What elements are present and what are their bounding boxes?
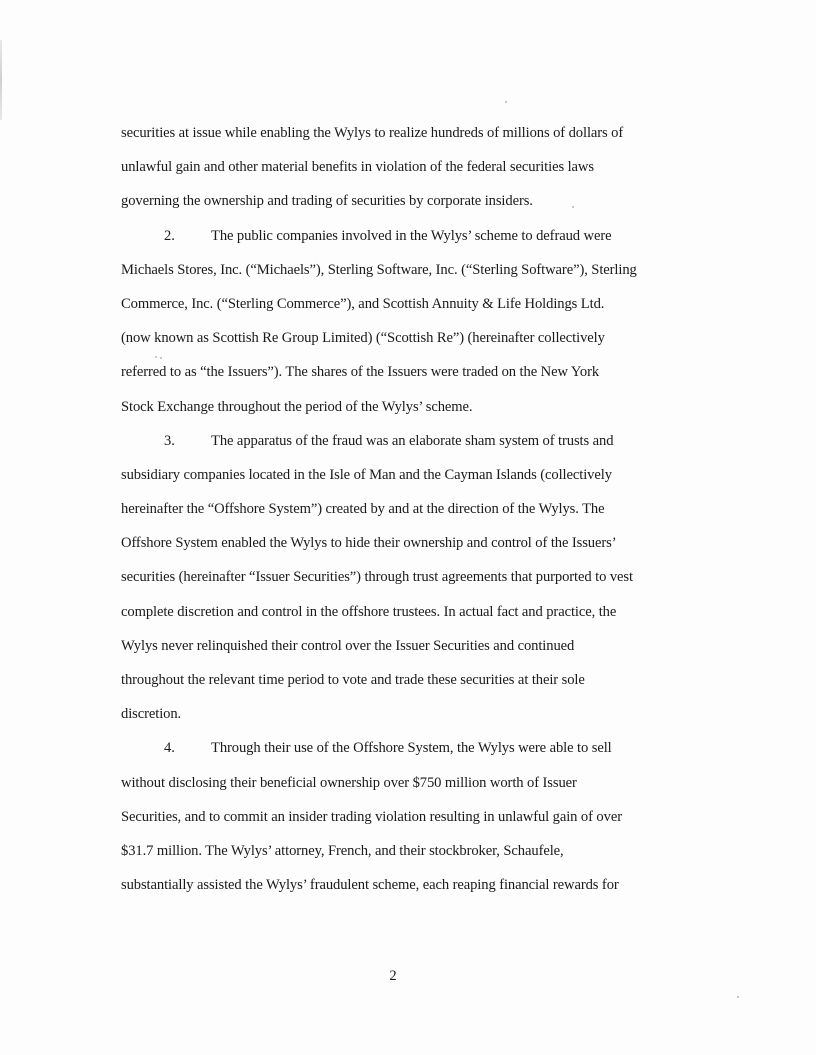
paragraph-number: 4. (164, 740, 175, 757)
text-line: discretion. (121, 706, 182, 723)
paragraph-first-line (121, 219, 681, 253)
paragraph-number: 3. (164, 432, 175, 449)
paragraph-first-line (121, 424, 681, 458)
text-line: Wylys never relinquished their control over the Issuer Securities and continued (121, 637, 575, 654)
scan-speck (737, 996, 739, 998)
text-line: Offshore System enabled the Wylys to hide their ownership and control of the Issuers’ (121, 535, 617, 552)
text-line: Michaels Stores, Inc. (“Michaels”), Sterling Software, Inc. (“Sterling Software”), Sterling (121, 261, 637, 278)
paragraph-number: 2. (164, 227, 175, 244)
page-number: 2 (389, 968, 397, 984)
paragraph-3 (121, 424, 681, 732)
text-line: $31.7 million. The Wylys’ attorney, French, and their stockbroker, Schaufele, (121, 842, 564, 859)
paragraph-2 (121, 219, 681, 424)
text-line: securities at issue while enabling the Wylys to realize hundreds of millions of dollars of (121, 125, 624, 141)
text-line: The apparatus of the fraud was an elaborate sham system of trusts and (211, 432, 614, 449)
text-line: Stock Exchange throughout the period of the Wylys’ scheme. (121, 398, 473, 415)
text-line: throughout the relevant time period to vote and trade these securities at their sole (121, 672, 585, 688)
text-line: unlawful gain and other material benefits in violation of the federal securities laws (121, 159, 594, 176)
text-line: Through their use of the Offshore System, the Wylys were able to sell (211, 740, 612, 757)
paragraph-4 (121, 731, 681, 902)
scan-edge-artifact (0, 40, 2, 120)
text-line: without disclosing their beneficial ownership over $750 million worth of Issuer (121, 774, 577, 791)
text-line: (now known as Scottish Re Group Limited) (“Scottish Re”) (hereinafter collectively (121, 330, 605, 347)
scan-speck (505, 101, 507, 103)
text-line: referred to as “the Issuers”). The shares of the Issuers were traded on the New York (121, 364, 600, 381)
paragraph-first-line (121, 731, 681, 765)
text-line: complete discretion and control in the offshore trustees. In actual fact and practice, the (121, 603, 617, 620)
text-line: The public companies involved in the Wylys’ scheme to defraud were (211, 227, 612, 244)
text-line: subsidiary companies located in the Isle of Man and the Cayman Islands (collectively (121, 466, 612, 483)
text-line: substantially assisted the Wylys’ fraudulent scheme, each reaping financial rewards for (121, 877, 619, 894)
text-line: Securities, and to commit an insider trading violation resulting in unlawful gain of over (121, 808, 622, 825)
text-line: hereinafter the “Offshore System”) created by and at the direction of the Wylys. The (121, 501, 605, 518)
text-line: governing the ownership and trading of securities by corporate insiders. (121, 193, 533, 210)
text-line: securities (hereinafter “Issuer Securities”) through trust agreements that purported to vest (121, 569, 633, 586)
text-line: Commerce, Inc. (“Sterling Commerce”), and Scottish Annuity & Life Holdings Ltd. (121, 295, 605, 312)
body-text (121, 116, 681, 902)
